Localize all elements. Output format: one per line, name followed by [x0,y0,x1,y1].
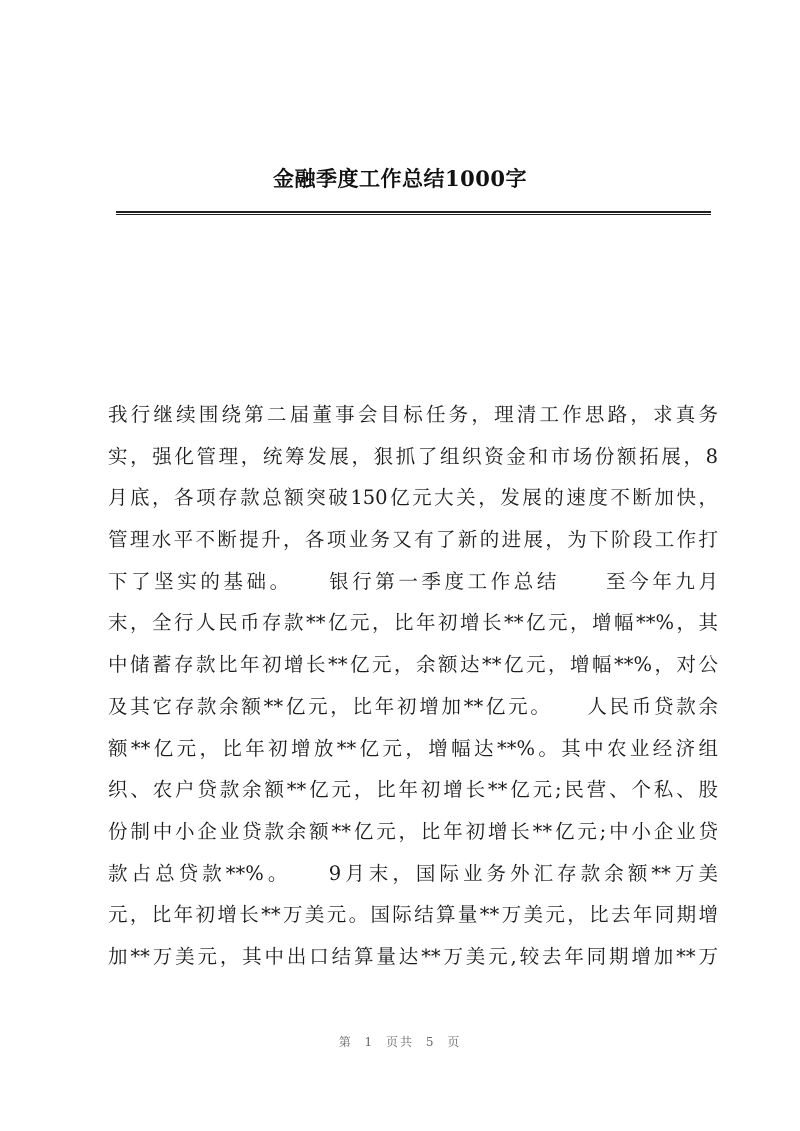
body-line: 下了坚实的基础。 银行第一季度工作总结 至今年九月 [108,569,718,593]
page-title: 金融季度工作总结1000字 [273,166,527,191]
body-line: 我行继续围绕第二届董事会目标任务，理清工作思路，求真务 [108,403,718,426]
body-line: 及其它存款余额**亿元，比年初增加**亿元。 人民币贷款余 [108,694,718,718]
body-line: 月底，各项存款总额突破150亿元大关，发展的速度不断加快， [108,486,718,510]
title-divider [116,211,711,215]
body-line: 管理水平不断提升，各项业务又有了新的进展，为下阶段工作打 [108,528,718,552]
body-line: 末，全行人民币存款**亿元，比年初增长**亿元，增幅**%，其 [108,611,718,635]
body-line: 额**亿元，比年初增放**亿元，增幅达**%。其中农业经济组 [108,736,718,760]
body-line: 加**万美元，其中出口结算量达**万美元,较去年同期增加**万 [108,944,718,968]
body-line: 实，强化管理，统筹发展，狠抓了组织资金和市场份额拓展，8 [108,444,718,468]
body-line: 织、农户贷款余额**亿元，比年初增长**亿元;民营、个私、股 [108,778,718,802]
body-line: 款占总贷款**%。 9月末，国际业务外汇存款余额**万美 [108,861,718,885]
body-line: 份制中小企业贷款余额**亿元，比年初增长**亿元;中小企业贷 [108,819,718,843]
body-line: 元，比年初增长**万美元。国际结算量**万美元，比去年同期增 [108,903,718,927]
body-line: 中储蓄存款比年初增长**亿元，余额达**亿元，增幅**%，对公 [108,653,718,677]
body-text [108,394,718,978]
page-number-footer: 第 1 页共 5 页 [338,1035,462,1049]
